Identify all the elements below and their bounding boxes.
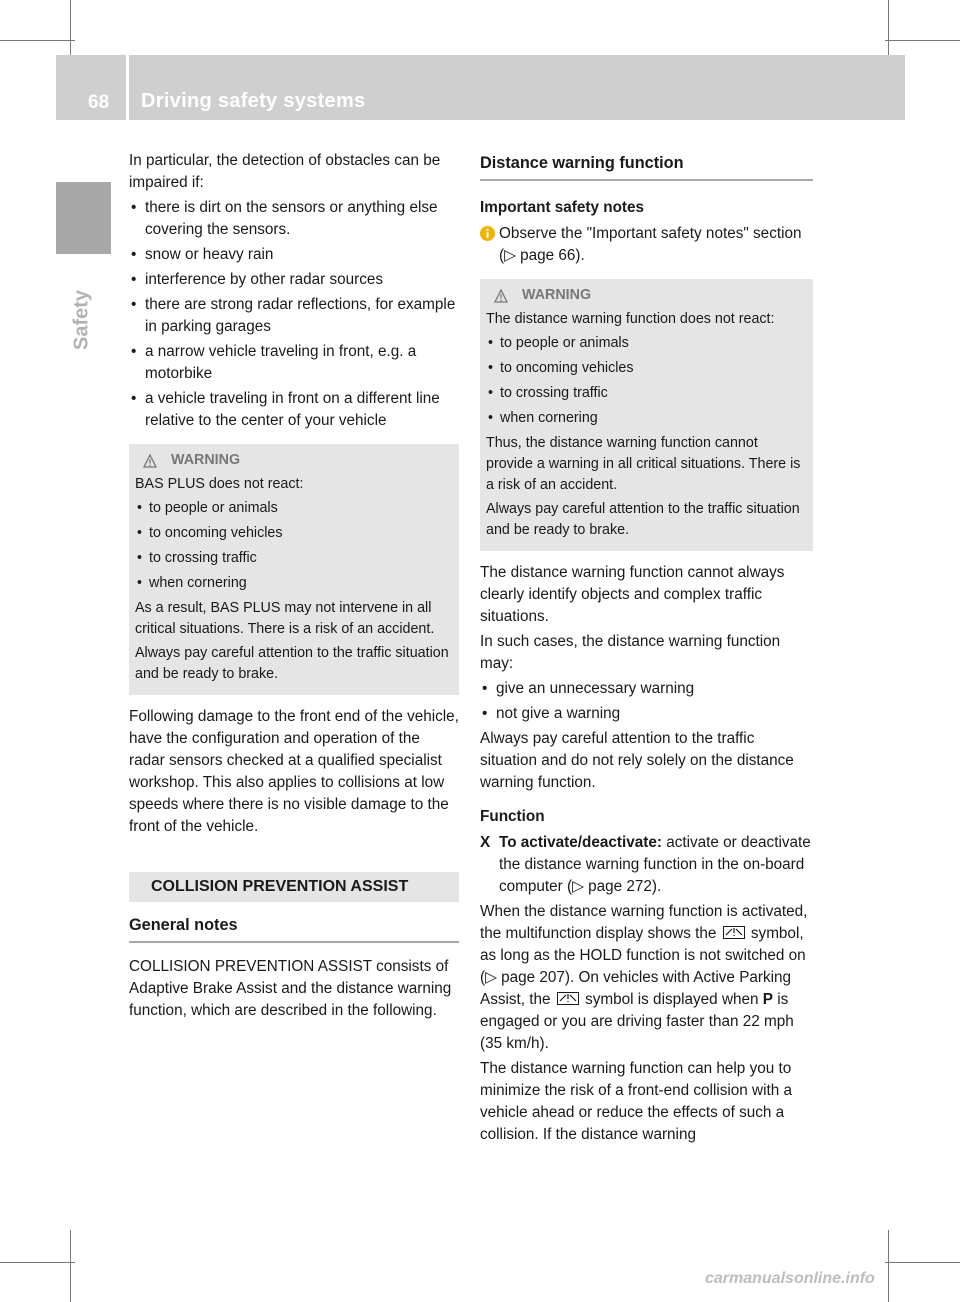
list-item: • to crossing traffic <box>135 548 452 569</box>
list-item: • there are strong radar reflections, for example in parking garages <box>129 294 459 338</box>
list-item: • a vehicle traveling in front on a different line relative to the center of your vehicle <box>129 388 459 432</box>
general-notes-paragraph: COLLISION PREVENTION ASSIST consists of Adaptive Brake Assist and the distance warning function, which are described in the following. <box>129 958 452 1019</box>
list-item: • give an unnecessary warning <box>480 678 813 700</box>
crop-mark <box>888 1230 889 1302</box>
damage-paragraph: Following damage to the front end of the vehicle, have the configuration and operation of the radar sensors checked at a qualified specialist workshop. This also applies to collisions at low speeds where there is no visible damage to the front of the vehicle. <box>129 708 459 835</box>
warning-paragraph: As a result, BAS PLUS may not intervene in all critical situations. There is a risk of an accident. <box>135 600 435 637</box>
crop-mark <box>885 1262 960 1263</box>
body-paragraph <box>480 901 813 1055</box>
list-item: • to people or animals <box>135 498 452 519</box>
text-run: symbol, as long as the HOLD function is not switched on (▷ page 207). On vehicles with Active Parking Assist, the <box>480 925 806 1008</box>
step-text: activate or deactivate the distance warning function in the on-board computer (▷ page 272). <box>499 834 811 895</box>
info-note <box>480 223 813 267</box>
warning-triangle-icon <box>494 289 508 303</box>
list-item: • when cornering <box>486 408 806 429</box>
may-list <box>480 678 813 725</box>
subsection-heading: General notes <box>129 914 459 943</box>
section-heading: Distance warning function <box>480 152 813 181</box>
page-number: 68 <box>88 92 110 113</box>
body-paragraph: The distance warning function can help you to minimize the risk of a front-end collision with a vehicle ahead or reduce the effects of such a collision. If the distance warning <box>480 1060 793 1143</box>
text-run: symbol is displayed when <box>585 991 759 1008</box>
list-item: • to people or animals <box>486 333 806 354</box>
step-label: To activate/deactivate: <box>499 834 662 851</box>
crop-mark <box>0 40 75 41</box>
info-icon <box>480 226 495 241</box>
body-paragraph: In such cases, the distance warning function may: <box>480 633 781 672</box>
side-tab-block <box>56 182 111 254</box>
warning-intro: The distance warning function does not react: <box>486 311 775 327</box>
warning-title <box>135 450 452 471</box>
crop-mark <box>70 1230 71 1302</box>
step-arrow-icon: X <box>480 834 491 851</box>
warning-box <box>480 279 813 551</box>
list-item: • a narrow vehicle traveling in front, e.g. a motorbike <box>129 341 459 385</box>
left-column <box>129 150 459 1025</box>
warning-title <box>486 285 806 306</box>
crop-mark <box>885 40 960 41</box>
info-note-text: Observe the "Important safety notes" section (▷ page 66). <box>499 225 802 264</box>
distance-warning-symbol-icon <box>723 926 745 939</box>
warning-paragraph: Always pay careful attention to the traffic situation and be ready to brake. <box>486 501 800 538</box>
warning-paragraph: Thus, the distance warning function cannot provide a warning in all critical situations. There is a risk of an accident. <box>486 435 801 493</box>
warning-label: WARNING <box>171 452 241 468</box>
list-item: • when cornering <box>135 573 452 594</box>
list-item: • to oncoming vehicles <box>135 523 452 544</box>
function-heading: Function <box>480 808 545 825</box>
warning-paragraph: Always pay careful attention to the traffic situation and be ready to brake. <box>135 645 449 682</box>
section-heading: COLLISION PREVENTION ASSIST <box>129 872 459 902</box>
crop-mark <box>0 1262 75 1263</box>
list-item: • not give a warning <box>480 703 813 725</box>
side-tab-label: Safety <box>70 289 93 351</box>
body-paragraph: Always pay careful attention to the traffic situation and do not rely solely on the distance warning function. <box>480 730 794 791</box>
text-run: When the distance warning function is activated, the multifunction display shows the <box>480 903 808 942</box>
intro-paragraph: In particular, the detection of obstacles can be impaired if: <box>129 152 441 191</box>
safety-notes-heading: Important safety notes <box>480 199 645 216</box>
list-item: • there is dirt on the sensors or anything else covering the sensors. <box>129 197 459 241</box>
warning-list <box>135 498 452 594</box>
warning-triangle-icon <box>143 454 157 468</box>
right-column <box>480 150 813 1149</box>
list-item: • to oncoming vehicles <box>486 358 806 379</box>
warning-label: WARNING <box>522 287 592 303</box>
gear-position-p: P <box>762 991 773 1008</box>
body-paragraph: The distance warning function cannot always clearly identify objects and complex traffic situations. <box>480 564 785 625</box>
list-item: • snow or heavy rain <box>129 244 459 266</box>
chapter-title: Driving safety systems <box>141 90 366 112</box>
list-item: • interference by other radar sources <box>129 269 459 291</box>
distance-warning-symbol-icon <box>557 992 579 1005</box>
watermark: carmanualsonline.info <box>705 1270 875 1287</box>
warning-intro: BAS PLUS does not react: <box>135 476 304 492</box>
warning-box <box>129 444 459 695</box>
list-item: • to crossing traffic <box>486 383 806 404</box>
header-divider <box>126 55 129 120</box>
impairment-list <box>129 197 459 432</box>
text-run: is engaged or you are driving faster than 22 mph (35 km/h). <box>480 991 794 1052</box>
warning-list <box>486 333 806 429</box>
instruction-step <box>480 832 813 898</box>
